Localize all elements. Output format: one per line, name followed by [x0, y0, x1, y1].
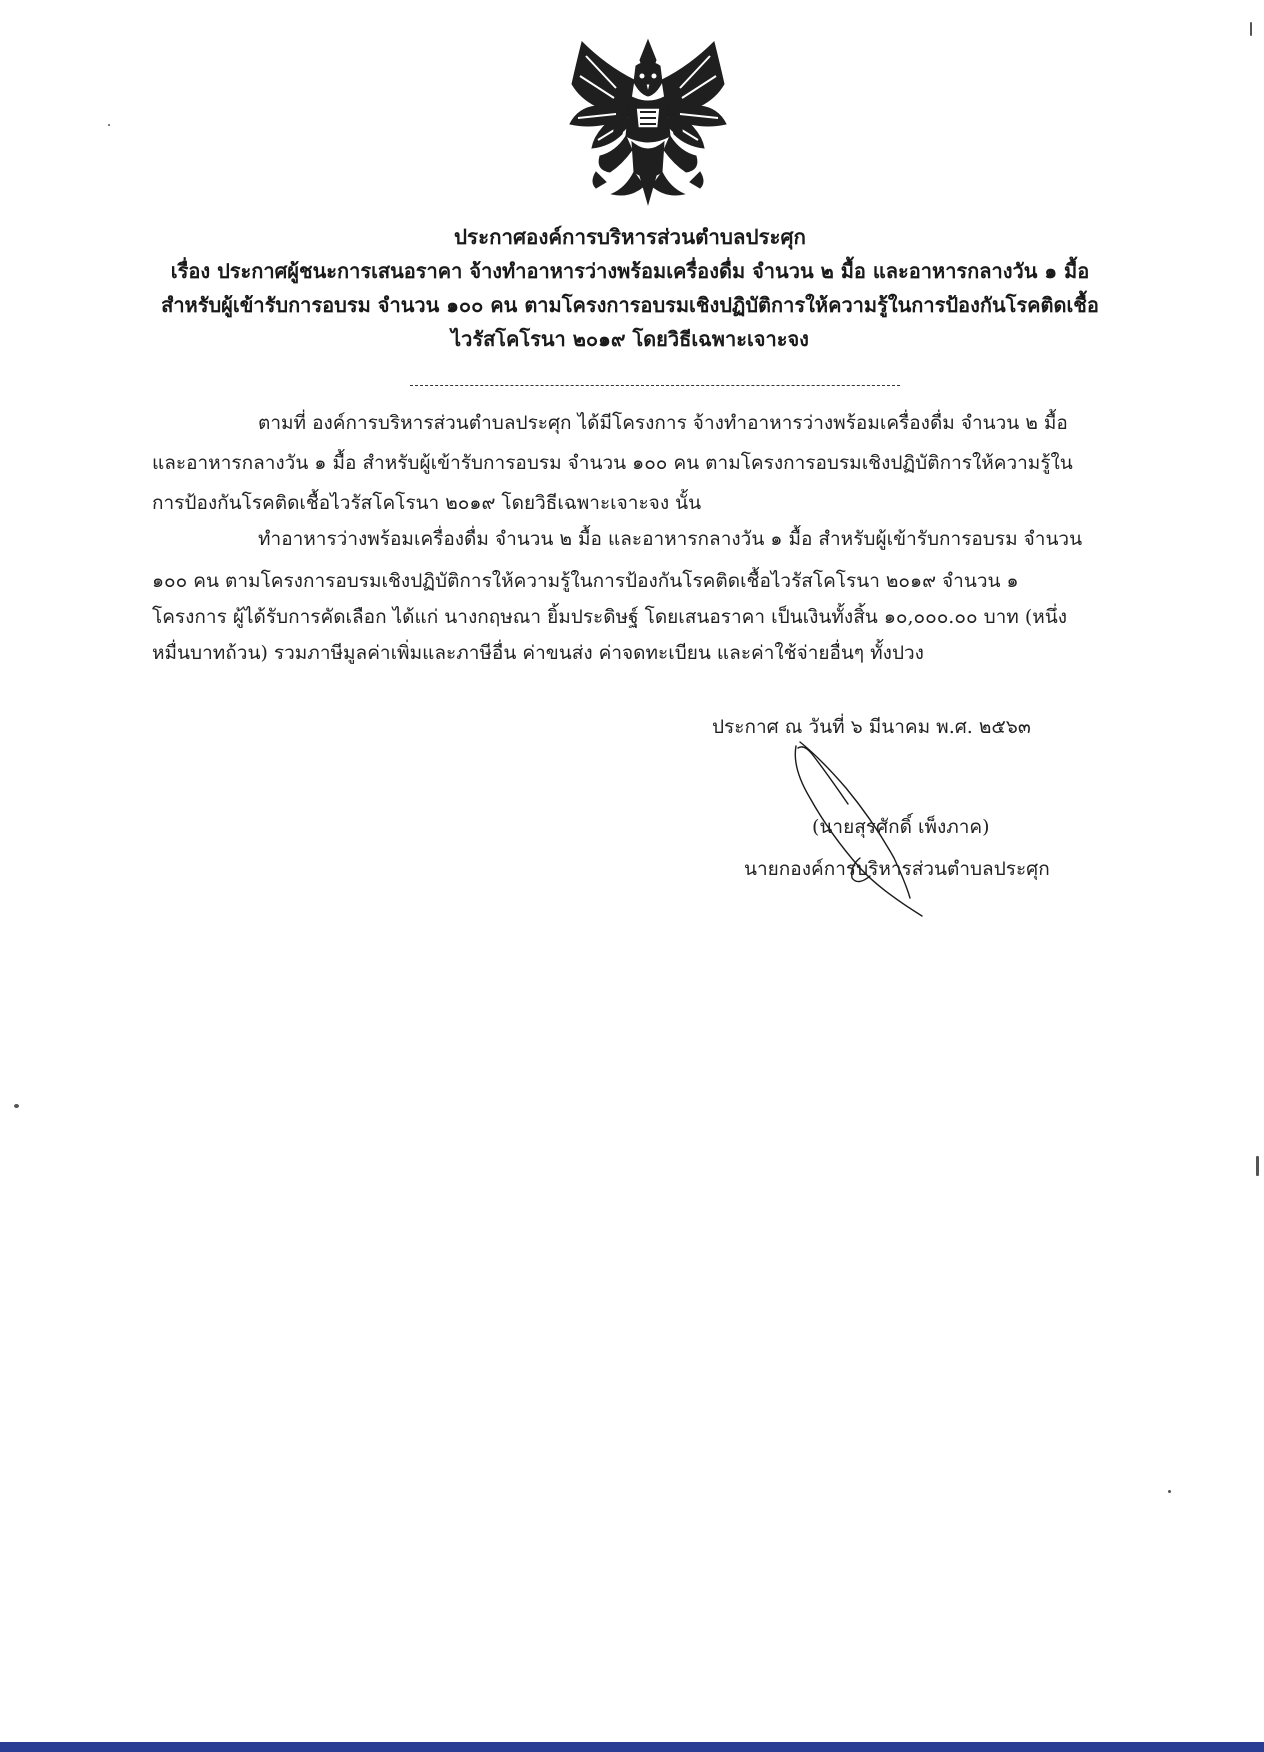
- scan-speck: [1250, 22, 1252, 36]
- paragraph-2-line: หมื่นบาทถ้วน) รวมภาษีมูลค่าเพิ่มและภาษีอื่น ค่าขนส่ง ค่าจดทะเบียน และค่าใช้จ่ายอื่นๆ ทั้งปวง: [152, 642, 924, 664]
- scan-speck: [1256, 1156, 1259, 1176]
- garuda-emblem: [566, 36, 730, 208]
- announcement-subject-line: ไวรัสโคโรนา ๒๐๑๙ โดยวิธีเฉพาะเจาะจง: [451, 327, 809, 351]
- scan-edge-strip: [0, 1742, 1264, 1752]
- announcement-header: [80, 220, 1180, 356]
- announcement-subject-line: เรื่อง ประกาศผู้ชนะการเสนอราคา จ้างทำอาหารว่างพร้อมเครื่องดื่ม จำนวน ๒ มื้อ และอาหารกลางวัน ๑ มื้อ: [170, 259, 1090, 283]
- paragraph-1-line: ตามที่ องค์การบริหารส่วนตำบลประศุก ได้มีโครงการ จ้างทำอาหารว่างพร้อมเครื่องดื่ม จำนวน ๒ มื้อ: [258, 412, 1068, 434]
- announcement-subject-line: สำหรับผู้เข้ารับการอบรม จำนวน ๑๐๐ คน ตามโครงการอบรมเชิงปฏิบัติการให้ความรู้ในการป้องกันโรคติดเชื้อ: [161, 293, 1099, 317]
- announcement-date: ประกาศ ณ วันที่ ๖ มีนาคม พ.ศ. ๒๕๖๓: [712, 716, 1031, 738]
- paragraph-2-line: ทำอาหารว่างพร้อมเครื่องดื่ม จำนวน ๒ มื้อ และอาหารกลางวัน ๑ มื้อ สำหรับผู้เข้ารับการอบรม จำนวน: [258, 528, 1083, 550]
- paragraph-1-line: และอาหารกลางวัน ๑ มื้อ สำหรับผู้เข้ารับการอบรม จำนวน ๑๐๐ คน ตามโครงการอบรมเชิงปฏิบัติการให้ความรู้ใน: [152, 452, 1073, 474]
- header-divider: [410, 385, 900, 386]
- signer-title: นายกองค์การบริหารส่วนตำบลประศุก: [744, 858, 1050, 880]
- scan-speck: [14, 1104, 19, 1108]
- scan-speck: [1168, 1490, 1171, 1493]
- paragraph-2-line: โครงการ ผู้ได้รับการคัดเลือก ได้แก่ นางกฤษณา ยิ้มประดิษฐ์ โดยเสนอราคา เป็นเงินทั้งสิ้น ๑๐,๐๐๐.๐๐ บาท (หนึ่ง: [152, 606, 1068, 628]
- paragraph-1-line: การป้องกันโรคติดเชื้อไวรัสโคโรนา ๒๐๑๙ โดยวิธีเฉพาะเจาะจง นั้น: [152, 492, 702, 514]
- signer-name: (นายสุรศักดิ์ เพ็งภาค): [812, 816, 990, 838]
- announcement-org-title: ประกาศองค์การบริหารส่วนตำบลประศุก: [454, 225, 806, 249]
- scan-speck: [108, 124, 110, 126]
- paragraph-2-line: ๑๐๐ คน ตามโครงการอบรมเชิงปฏิบัติการให้ความรู้ในการป้องกันโรคติดเชื้อไวรัสโคโรนา ๒๐๑๙ จำนวน ๑: [152, 570, 1019, 592]
